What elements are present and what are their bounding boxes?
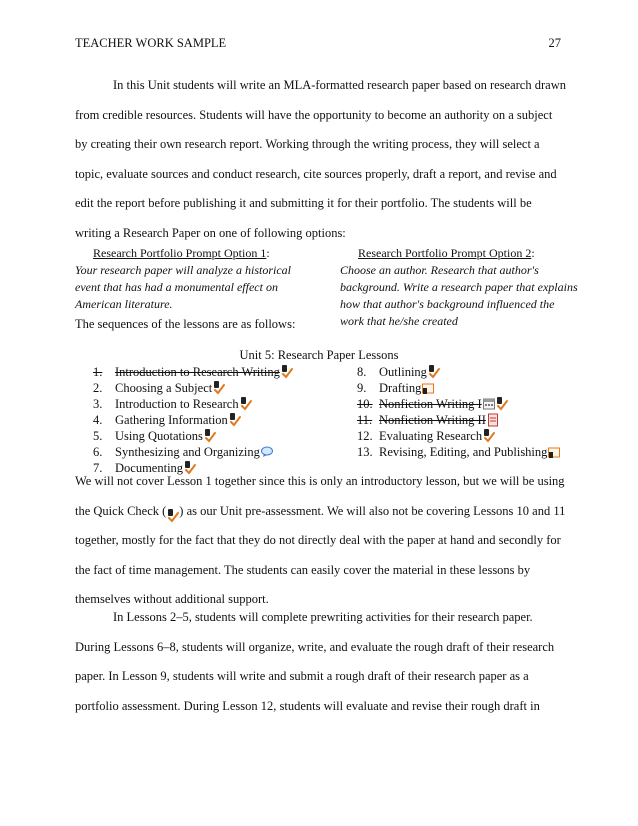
document-icon xyxy=(487,413,499,427)
prompt-option-2-title: Research Portfolio Prompt Option 2 xyxy=(358,246,532,260)
quickcheck-icon xyxy=(167,505,179,519)
lesson-item xyxy=(93,412,293,428)
prompt-option-1 xyxy=(75,245,315,313)
lesson-number: 10. xyxy=(357,397,373,411)
quickcheck-icon xyxy=(428,365,440,379)
lesson-list-left xyxy=(93,364,293,476)
lesson-number: 12. xyxy=(357,429,373,443)
lesson-item xyxy=(93,396,293,412)
paragraph-2-after: ) as our Unit pre-assessment. We will also not be covering Lessons 10 and 11 together, mostly for the fact that they do not directly deal with the paper at hand and secondly for the fact of time management. The students can easily cover the material in these lessons by themselves without additional support. xyxy=(75,503,566,606)
page-number: 27 xyxy=(548,36,561,50)
lesson-number: 1. xyxy=(93,365,103,379)
prompt-option-1-body: Your research paper will analyze a historical event that has had a monumental effect on American literature. xyxy=(75,263,291,311)
lesson-label: Documenting xyxy=(115,461,184,475)
lesson-item xyxy=(93,364,293,380)
lesson-item xyxy=(357,380,560,396)
lesson-item xyxy=(93,380,293,396)
lesson-item xyxy=(357,444,560,460)
portfolio-icon xyxy=(548,445,560,459)
quickcheck-icon xyxy=(483,429,495,443)
prompt-option-1-title: Research Portfolio Prompt Option 1 xyxy=(93,246,267,260)
lesson-number: 11. xyxy=(357,413,373,427)
lesson-label: Evaluating Research xyxy=(379,429,483,443)
paragraph-2-before: We will not cover Lesson 1 together since this is only an introductory lesson, but we will be using the Quick Check ( xyxy=(75,474,565,518)
lesson-item xyxy=(357,428,560,444)
lesson-label: Introduction to Research xyxy=(115,397,239,411)
prompt-option-2 xyxy=(340,245,580,330)
lesson-number: 2. xyxy=(93,381,103,395)
lesson-number: 6. xyxy=(93,445,103,459)
lesson-item xyxy=(357,364,560,380)
intro-paragraph-text: In this Unit students will write an MLA-formatted research paper based on research drawn from credible resources. Students will have the opportunity to become an authority on a subject by creating their own research report. Working through the writing process, they will select a topic, evaluate sources and conduct research, cite sources properly, draft a report, and revise and edit the report before publishing it and submitting it for their portfolio. The students will be writing a Research Paper on one of following options: xyxy=(75,78,566,240)
quickcheck-icon xyxy=(204,429,216,443)
lesson-label: Synthesizing and Organizing xyxy=(115,445,260,459)
portfolio-icon xyxy=(422,381,434,395)
calendar-icon xyxy=(483,397,495,411)
quickcheck-icon xyxy=(229,413,241,427)
lesson-label: Revising, Editing, and Publishing xyxy=(379,445,548,459)
prompt-option-2-body: Choose an author. Research that author's background. Write a research paper that explains how that author's background influenced the work that he/she created xyxy=(340,263,578,328)
lesson-label: Introduction to Research Writing xyxy=(115,365,280,379)
sequence-intro: The sequences of the lessons are as follows: xyxy=(75,317,296,331)
lesson-number: 7. xyxy=(93,461,103,475)
unit-title: Unit 5: Research Paper Lessons xyxy=(239,348,399,362)
lesson-label: Choosing a Subject xyxy=(115,381,213,395)
lesson-label: Outlining xyxy=(379,365,427,379)
lesson-item xyxy=(357,412,560,428)
prompt-option-2-colon: : xyxy=(531,246,535,260)
chat-icon xyxy=(261,445,273,459)
lesson-label: Drafting xyxy=(379,381,422,395)
lesson-number: 8. xyxy=(357,365,367,379)
lesson-label: Nonfiction Writing II xyxy=(379,413,486,427)
lesson-item xyxy=(357,396,560,412)
prompt-option-1-colon: : xyxy=(266,246,270,260)
lesson-item xyxy=(93,428,293,444)
quickcheck-icon xyxy=(496,397,508,411)
lesson-label: Using Quotations xyxy=(115,429,203,443)
quickcheck-icon xyxy=(240,397,252,411)
quickcheck-icon xyxy=(213,381,225,395)
paragraph-3 xyxy=(75,603,567,721)
paragraph-2-text xyxy=(75,467,567,615)
lesson-number: 4. xyxy=(93,413,103,427)
lesson-number: 13. xyxy=(357,445,373,459)
lesson-label: Nonfiction Writing I xyxy=(379,397,482,411)
lesson-list-right xyxy=(357,364,560,460)
paragraph-3-text: In Lessons 2–5, students will complete prewriting activities for their research paper. During Lessons 6–8, students will organize, write, and evaluate the rough draft of their research paper. In Lesson 9, students will write and submit a rough draft of their research paper as a portfolio assessment. During Lesson 12, students will evaluate and revise their rough draft in xyxy=(75,610,555,713)
lesson-number: 3. xyxy=(93,397,103,411)
lesson-number: 5. xyxy=(93,429,103,443)
lesson-number: 9. xyxy=(357,381,367,395)
running-head: TEACHER WORK SAMPLE xyxy=(75,36,227,50)
intro-paragraph xyxy=(75,71,567,248)
lesson-item xyxy=(93,444,293,460)
paragraph-2 xyxy=(75,467,567,615)
lesson-label: Gathering Information xyxy=(115,413,228,427)
quickcheck-icon xyxy=(281,365,293,379)
